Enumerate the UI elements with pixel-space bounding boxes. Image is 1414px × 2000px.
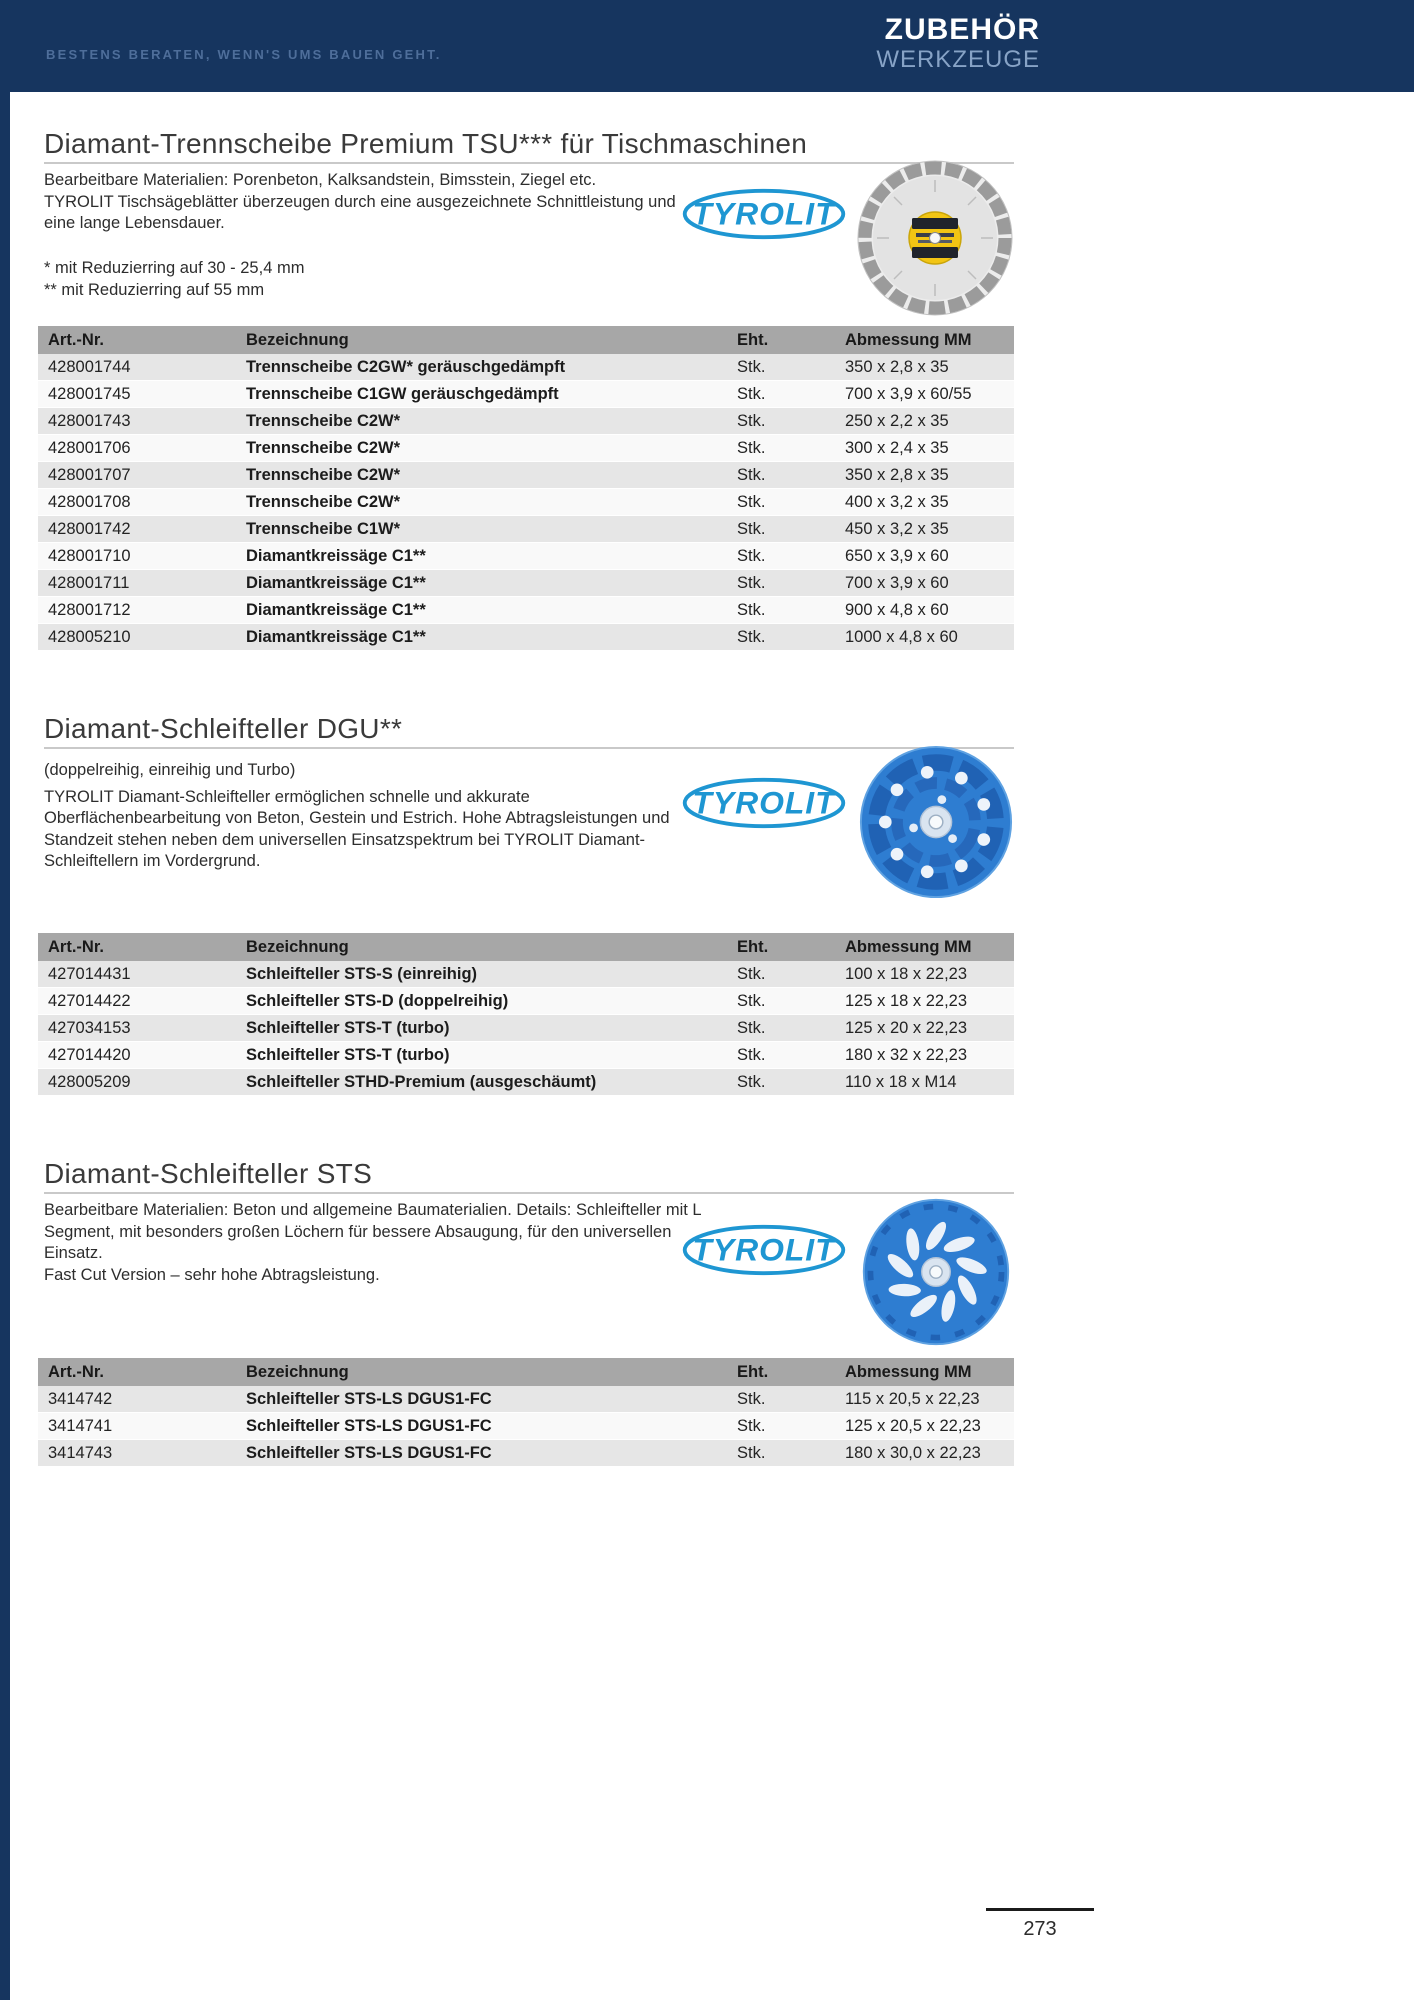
header-category-block xyxy=(876,14,1040,73)
column-header-abmessung: Abmessung MM xyxy=(835,1358,1014,1386)
grinding-wheel-dgu-icon xyxy=(858,744,1014,900)
cell-artnr: 428001712 xyxy=(38,596,236,623)
grinding-wheel-sts-icon xyxy=(860,1196,1012,1348)
table-body xyxy=(38,354,1014,651)
left-edge-stripe xyxy=(0,0,10,2000)
cell-abmessung: 650 x 3,9 x 60 xyxy=(835,542,1014,569)
cell-eht: Stk. xyxy=(727,596,835,623)
cell-artnr: 3414742 xyxy=(38,1386,236,1413)
cell-abmessung: 1000 x 4,8 x 60 xyxy=(835,623,1014,650)
cell-abmessung: 350 x 2,8 x 35 xyxy=(835,461,1014,488)
cell-bezeichnung: Diamantkreissäge C1** xyxy=(236,542,727,569)
cell-bezeichnung: Diamantkreissäge C1** xyxy=(236,623,727,650)
cell-artnr: 427014431 xyxy=(38,961,236,988)
column-header-bezeichnung: Bezeichnung xyxy=(236,326,727,354)
intro-paragraph: Fast Cut Version – sehr hohe Abtragsleistung. xyxy=(44,1265,380,1284)
cell-eht: Stk. xyxy=(727,542,835,569)
section-trennscheibe-tsu xyxy=(44,128,1020,651)
tyrolit-logo-text: TYROLIT xyxy=(692,1231,836,1268)
saw-blade-icon xyxy=(855,158,1015,318)
section-title: Diamant-Trennscheibe Premium TSU*** für Tischmaschinen xyxy=(44,128,808,159)
footnote: * mit Reduzierring auf 30 - 25,4 mm xyxy=(44,258,305,277)
cell-abmessung: 180 x 30,0 x 22,23 xyxy=(835,1440,1014,1467)
cell-abmessung: 700 x 3,9 x 60 xyxy=(835,569,1014,596)
section-title: Diamant-Schleifteller DGU** xyxy=(44,712,403,744)
table-header-row xyxy=(38,326,1014,354)
cell-bezeichnung: Diamantkreissäge C1** xyxy=(236,596,727,623)
cell-artnr: 428001745 xyxy=(38,380,236,407)
footnote: ** mit Reduzierring auf 55 mm xyxy=(44,280,265,299)
table-row xyxy=(38,569,1014,596)
cell-abmessung: 110 x 18 x M14 xyxy=(835,1068,1014,1095)
column-header-artnr: Art.-Nr. xyxy=(38,326,236,354)
page-footer xyxy=(986,1908,1094,1941)
products-table xyxy=(38,326,1014,651)
intro-paragraph: Bearbeitbare Materialien: Porenbeton, Kalksandstein, Bimsstein, Ziegel etc. xyxy=(44,171,597,190)
table-row xyxy=(38,380,1014,407)
cell-eht: Stk. xyxy=(727,1413,835,1440)
cell-bezeichnung: Diamantkreissäge C1** xyxy=(236,569,727,596)
column-header-eht: Eht. xyxy=(727,933,835,961)
table-row xyxy=(38,461,1014,488)
cell-bezeichnung: Trennscheibe C2W* xyxy=(236,461,727,488)
cell-artnr: 428001710 xyxy=(38,542,236,569)
cell-abmessung: 350 x 2,8 x 35 xyxy=(835,354,1014,381)
intro-paragraph: TYROLIT Diamant-Schleifteller ermöglichen schnelle und akkurate Oberflächenbearbeitung von Beton, Gestein und Estrich. Hohe Abtragsleistungen und Standzeit stehen neben dem universellen Einsatzspektrum bei TYROLIT Diamant-Schleiftellern im Vordergrund. xyxy=(44,787,670,871)
products-table xyxy=(38,1358,1014,1467)
cell-abmessung: 125 x 20 x 22,23 xyxy=(835,1014,1014,1041)
page-content xyxy=(0,92,1414,1467)
cell-bezeichnung: Trennscheibe C2GW* geräuschgedämpft xyxy=(236,354,727,381)
tyrolit-logo-icon xyxy=(680,185,848,243)
cell-eht: Stk. xyxy=(727,515,835,542)
cell-abmessung: 400 x 3,2 x 35 xyxy=(835,488,1014,515)
column-header-abmessung: Abmessung MM xyxy=(835,326,1014,354)
cell-eht: Stk. xyxy=(727,488,835,515)
column-header-artnr: Art.-Nr. xyxy=(38,1358,236,1386)
cell-eht: Stk. xyxy=(727,1386,835,1413)
section-title: Diamant-Schleifteller STS xyxy=(44,1157,373,1189)
cell-bezeichnung: Trennscheibe C2W* xyxy=(236,434,727,461)
cell-bezeichnung: Schleifteller STS-LS DGUS1-FC xyxy=(236,1440,727,1467)
saw-blade-product-image xyxy=(855,158,1015,323)
tyrolit-logo-icon xyxy=(680,1221,848,1279)
cell-artnr: 428001706 xyxy=(38,434,236,461)
section-schleifteller-sts xyxy=(44,1158,1020,1467)
cell-eht: Stk. xyxy=(727,623,835,650)
table-row xyxy=(38,542,1014,569)
intro-paragraph: Bearbeitbare Materialien: Beton und allgemeine Baumaterialien. Details: Schleifteller mit L Segment, mit besonders großen Löchern für bessere Absaugung, für den universellen Einsatz. xyxy=(44,1201,701,1263)
cell-artnr: 427014422 xyxy=(38,987,236,1014)
cell-bezeichnung: Schleifteller STHD-Premium (ausgeschäumt) xyxy=(236,1068,727,1095)
cell-eht: Stk. xyxy=(727,1068,835,1095)
column-header-eht: Eht. xyxy=(727,1358,835,1386)
table-row xyxy=(38,354,1014,381)
column-header-abmessung: Abmessung MM xyxy=(835,933,1014,961)
cell-bezeichnung: Trennscheibe C2W* xyxy=(236,407,727,434)
cell-artnr: 428001743 xyxy=(38,407,236,434)
tyrolit-logo xyxy=(680,1221,848,1279)
cell-bezeichnung: Trennscheibe C1W* xyxy=(236,515,727,542)
cell-abmessung: 100 x 18 x 22,23 xyxy=(835,961,1014,988)
cell-bezeichnung: Trennscheibe C1GW geräuschgedämpft xyxy=(236,380,727,407)
cell-eht: Stk. xyxy=(727,407,835,434)
cell-eht: Stk. xyxy=(727,569,835,596)
tyrolit-logo-text: TYROLIT xyxy=(692,784,836,821)
cell-bezeichnung: Schleifteller STS-LS DGUS1-FC xyxy=(236,1413,727,1440)
table-row xyxy=(38,596,1014,623)
intro-paragraph: TYROLIT Tischsägeblätter überzeugen durch eine ausgezeichnete Schnittleistung und eine lange Lebensdauer. xyxy=(44,192,676,233)
cell-artnr: 427014420 xyxy=(38,1041,236,1068)
cell-artnr: 428001708 xyxy=(38,488,236,515)
table-row xyxy=(38,1413,1014,1440)
cell-abmessung: 115 x 20,5 x 22,23 xyxy=(835,1386,1014,1413)
header-category: ZUBEHÖR xyxy=(884,13,1040,46)
cell-abmessung: 900 x 4,8 x 60 xyxy=(835,596,1014,623)
section-subtitle: (doppelreihig, einreihig und Turbo) xyxy=(44,760,296,779)
cell-eht: Stk. xyxy=(727,380,835,407)
cell-abmessung: 125 x 18 x 22,23 xyxy=(835,987,1014,1014)
cell-abmessung: 450 x 3,2 x 35 xyxy=(835,515,1014,542)
table-body xyxy=(38,961,1014,1096)
table-row xyxy=(38,961,1014,988)
page-header xyxy=(0,0,1414,92)
cell-artnr: 428001707 xyxy=(38,461,236,488)
table-row xyxy=(38,623,1014,650)
table-row xyxy=(38,488,1014,515)
cell-artnr: 3414741 xyxy=(38,1413,236,1440)
cell-eht: Stk. xyxy=(727,961,835,988)
cell-bezeichnung: Schleifteller STS-LS DGUS1-FC xyxy=(236,1386,727,1413)
table-row xyxy=(38,1440,1014,1467)
table-row xyxy=(38,434,1014,461)
header-subcategory: WERKZEUGE xyxy=(876,45,1040,73)
cell-eht: Stk. xyxy=(727,354,835,381)
cell-eht: Stk. xyxy=(727,1041,835,1068)
cell-abmessung: 180 x 32 x 22,23 xyxy=(835,1041,1014,1068)
table-row xyxy=(38,1014,1014,1041)
column-header-eht: Eht. xyxy=(727,326,835,354)
cell-artnr: 3414743 xyxy=(38,1440,236,1467)
cell-bezeichnung: Schleifteller STS-S (einreihig) xyxy=(236,961,727,988)
column-header-bezeichnung: Bezeichnung xyxy=(236,1358,727,1386)
cell-artnr: 428001711 xyxy=(38,569,236,596)
cell-abmessung: 125 x 20,5 x 22,23 xyxy=(835,1413,1014,1440)
tyrolit-logo-icon xyxy=(680,774,848,832)
cell-abmessung: 700 x 3,9 x 60/55 xyxy=(835,380,1014,407)
tyrolit-logo xyxy=(680,185,848,243)
cell-bezeichnung: Trennscheibe C2W* xyxy=(236,488,727,515)
tyrolit-logo xyxy=(680,774,848,832)
cell-artnr: 428001744 xyxy=(38,354,236,381)
products-table xyxy=(38,933,1014,1096)
cell-eht: Stk. xyxy=(727,434,835,461)
table-body xyxy=(38,1386,1014,1467)
section-schleifteller-dgu xyxy=(44,713,1020,1096)
table-row xyxy=(38,515,1014,542)
grinding-wheel-dgu-product-image xyxy=(858,744,1014,905)
page-number: 273 xyxy=(1023,1918,1057,1940)
cell-abmessung: 250 x 2,2 x 35 xyxy=(835,407,1014,434)
table-header-row xyxy=(38,933,1014,961)
cell-bezeichnung: Schleifteller STS-T (turbo) xyxy=(236,1041,727,1068)
cell-artnr: 427034153 xyxy=(38,1014,236,1041)
table-row xyxy=(38,407,1014,434)
footer-divider xyxy=(986,1908,1094,1911)
cell-artnr: 428005210 xyxy=(38,623,236,650)
table-row xyxy=(38,1386,1014,1413)
cell-abmessung: 300 x 2,4 x 35 xyxy=(835,434,1014,461)
table-row xyxy=(38,987,1014,1014)
column-header-artnr: Art.-Nr. xyxy=(38,933,236,961)
cell-eht: Stk. xyxy=(727,1014,835,1041)
cell-bezeichnung: Schleifteller STS-D (doppelreihig) xyxy=(236,987,727,1014)
cell-artnr: 428005209 xyxy=(38,1068,236,1095)
header-tagline: BESTENS BERATEN, WENN'S UMS BAUEN GEHT. xyxy=(46,47,442,62)
column-header-bezeichnung: Bezeichnung xyxy=(236,933,727,961)
cell-bezeichnung: Schleifteller STS-T (turbo) xyxy=(236,1014,727,1041)
table-row xyxy=(38,1068,1014,1095)
grinding-wheel-sts-product-image xyxy=(860,1196,1012,1353)
cell-eht: Stk. xyxy=(727,987,835,1014)
cell-eht: Stk. xyxy=(727,461,835,488)
table-header-row xyxy=(38,1358,1014,1386)
table-row xyxy=(38,1041,1014,1068)
cell-eht: Stk. xyxy=(727,1440,835,1467)
cell-artnr: 428001742 xyxy=(38,515,236,542)
tyrolit-logo-text: TYROLIT xyxy=(692,195,836,232)
